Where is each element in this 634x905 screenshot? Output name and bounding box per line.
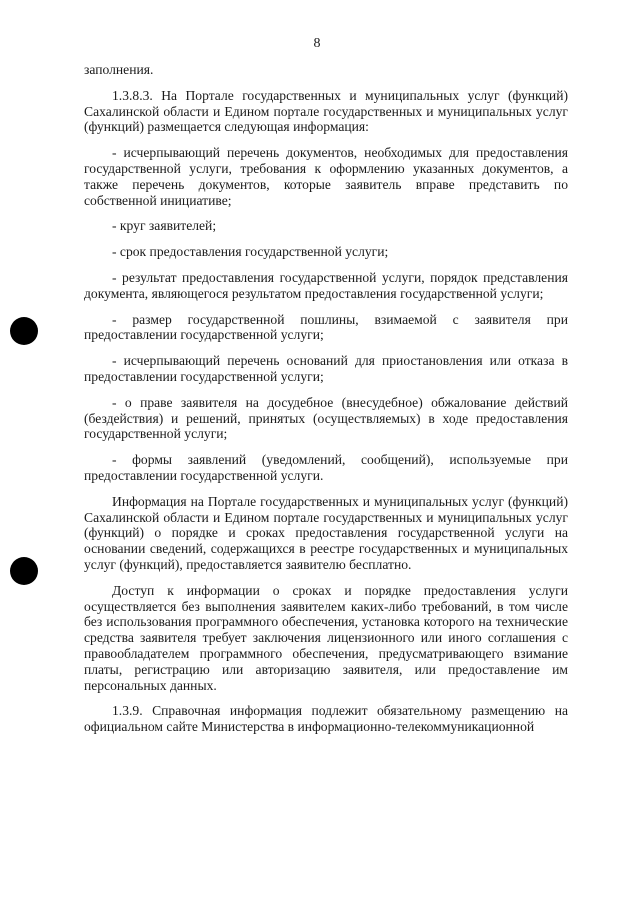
list-item-refusal-grounds: - исчерпывающий перечень оснований для приостановления или отказа в предоставлении государственной услуги;: [84, 353, 568, 384]
document-body: [84, 62, 568, 745]
paragraph-1-3-8-3: 1.3.8.3. На Портале государственных и муниципальных услуг (функций) Сахалинской области и Едином портале государственных и муниципальных услуг (функций) размещается следующая информация:: [84, 87, 568, 135]
list-item-documents: - исчерпывающий перечень документов, необходимых для предоставления государственной услуги, требования к оформлению указанных документов, а также перечень документов, которые заявитель вправе представить по собственной инициативе;: [84, 145, 568, 208]
paragraph-portal-info: Информация на Портале государственных и муниципальных услуг (функций) Сахалинской области и Едином портале государственных и муниципальных услуг (функций) о порядке и сроках предоставления государственной услуги на основании сведений, содержащихся в реестре государственных и муниципальных услуг (функций), предоставляется заявителю бесплатно.: [84, 493, 568, 572]
list-item-applicants: - круг заявителей;: [112, 218, 217, 234]
paragraph-continuation: заполнения.: [84, 62, 154, 77]
list-item-term: - срок предоставления государственной услуги;: [112, 244, 389, 260]
page-number: 8: [313, 36, 321, 51]
paragraph-access: Доступ к информации о сроках и порядке предоставления услуги осуществляется без выполнения заявителем каких-либо требований, в том числе без использования программного обеспечения, установка которого на технические средства заявителя требует заключения лицензионного или иного соглашения с правообладателем программного обеспечения, предусматривающего взимание платы, регистрацию или авторизацию заявителя, или предоставление им персональных данных.: [84, 582, 568, 693]
list-item-forms: - формы заявлений (уведомлений, сообщений), используемые при предоставлении государственной услуги.: [84, 452, 568, 483]
punch-hole: [10, 317, 38, 345]
paragraph-1-3-9: 1.3.9. Справочная информация подлежит обязательному размещению на официальном сайте Министерства в информационно-телекоммуникационной: [84, 703, 568, 735]
list-item-appeal-right: - о праве заявителя на досудебное (внесудебное) обжалование действий (бездействия) и решений, принятых (осуществляемых) в ходе предоставления государственной услуги;: [84, 394, 568, 442]
list-item-result: - результат предоставления государственной услуги, порядок представления документа, являющегося результатом предоставления государственной услуги;: [84, 269, 568, 301]
punch-hole: [10, 557, 38, 585]
list-item-fee: - размер государственной пошлины, взимаемой с заявителя при предоставлении государственной услуги;: [84, 311, 568, 343]
